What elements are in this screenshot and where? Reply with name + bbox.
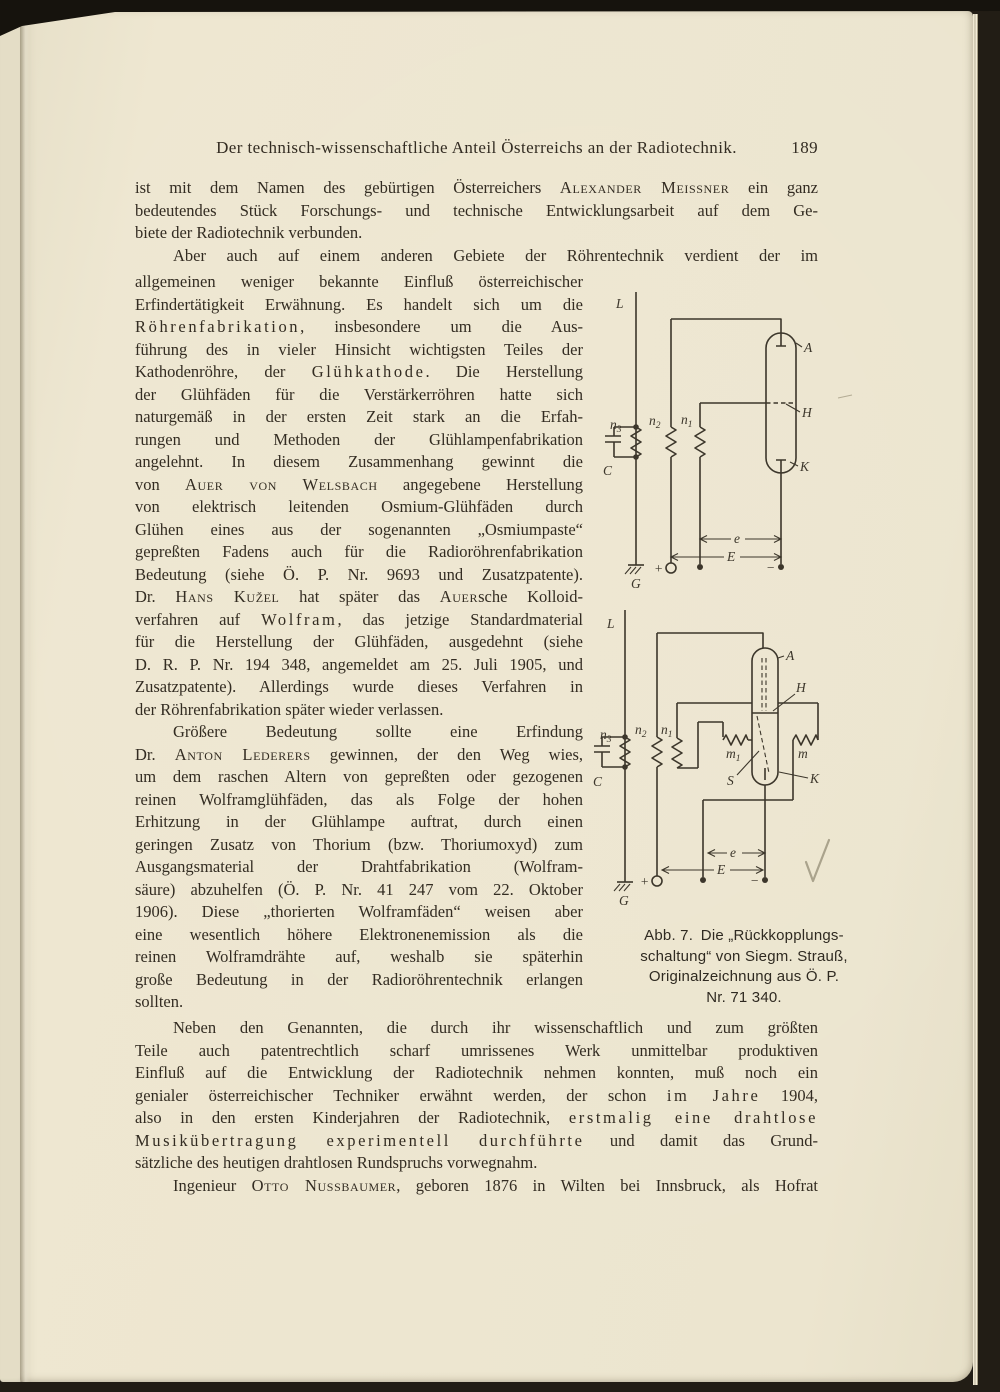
terminal-mid xyxy=(697,564,703,570)
text-segment: rungen und Methoden der Glühlampenfabrikation xyxy=(135,429,583,449)
text-line xyxy=(135,811,583,834)
running-header xyxy=(135,138,818,158)
terminal-minus xyxy=(778,564,784,570)
text-segment: Otto Nussbaumer xyxy=(251,1175,397,1195)
text-segment: verfahren auf xyxy=(135,609,262,629)
text-segment: sche Kolloid- xyxy=(478,587,583,606)
text-segment: also in den ersten Kinderjahren der Radiotechnik, xyxy=(135,1108,569,1127)
label-G: G xyxy=(631,576,641,591)
circuit-diagram-top xyxy=(590,280,860,595)
text-segment: gepreßten Fadens auch für die Radioröhrenfabrikation xyxy=(135,542,583,561)
text-line xyxy=(135,1085,818,1108)
text-segment: säure) abzuhelfen (Ö. P. Nr. 41 247 vom 22. Oktober xyxy=(135,879,583,899)
label-A: A xyxy=(786,648,795,663)
label-L: L xyxy=(616,296,624,311)
text-segment: angegebene Herstellung xyxy=(377,474,583,494)
text-line xyxy=(135,451,583,474)
label-E: E xyxy=(717,862,726,877)
text-segment: im Jahre xyxy=(666,1085,761,1105)
text-line xyxy=(135,991,583,1014)
figure-caption xyxy=(598,926,890,1008)
text-segment: Musikübertragung experimentell durchführte xyxy=(135,1130,585,1150)
text-segment: Röhrenfabrikation xyxy=(135,317,301,336)
text-line xyxy=(135,699,583,722)
text-segment: erstmalig eine drahtlose xyxy=(568,1108,818,1127)
text-segment: bedeutendes Stück Forschungs- und technische Entwicklungsarbeit auf dem Ge- xyxy=(135,200,818,220)
label-S: S xyxy=(727,773,734,788)
text-segment: der Röhrenfabrikation später wieder verlassen. xyxy=(135,699,444,719)
label-plus: + xyxy=(640,874,650,889)
text-segment: ist mit dem Namen des gebürtigen Österreichers xyxy=(135,178,560,197)
label-L: L xyxy=(607,616,615,631)
text-line xyxy=(135,654,583,677)
text-segment: Hans Kužel xyxy=(175,587,280,606)
text-line xyxy=(135,294,583,317)
pencil-stray-mark xyxy=(838,395,852,398)
circuit-diagram-bottom xyxy=(590,600,840,915)
text-segment: 1904, xyxy=(760,1085,818,1105)
text-line xyxy=(135,586,583,609)
label-m1: $m_1$ xyxy=(726,746,741,764)
text-segment: Auer von Welsbach xyxy=(185,474,378,494)
text-segment: Ingenieur xyxy=(173,1175,252,1195)
label-A: A xyxy=(804,340,813,355)
filament-dashed xyxy=(757,716,769,773)
text-line xyxy=(135,245,818,268)
text-segment: Nr. 71 340. xyxy=(706,988,782,1006)
text-segment: Aber auch auf einem anderen Gebiete der Röhrentechnik verdient der im xyxy=(173,245,818,265)
page-header-title: Der technisch-wissenschaftliche Anteil Österreichs an der Radiotechnik. xyxy=(216,138,737,157)
text-segment: und damit das Grund- xyxy=(584,1130,818,1150)
text-segment: Glühen eines aus der sogenannten „Osmiumpaste“ xyxy=(135,519,583,539)
text-line xyxy=(135,1040,818,1063)
label-plus: + xyxy=(654,561,664,576)
paragraph-narrow xyxy=(135,271,583,1014)
text-line xyxy=(135,361,583,384)
label-n1: $n_1$ xyxy=(681,412,693,430)
book-page xyxy=(20,11,973,1382)
coil-n1 xyxy=(661,703,723,768)
text-segment: hat später das xyxy=(279,587,440,606)
label-G: G xyxy=(619,893,629,908)
text-segment: Ausgangsmaterial der Drahtfabrikation (Wolfram- xyxy=(135,857,583,876)
ground-symbol xyxy=(614,882,633,908)
paragraph-bottom xyxy=(135,1017,818,1197)
text-segment: Originalzeichnung aus Ö. P. xyxy=(648,968,840,985)
text-line xyxy=(135,969,583,992)
text-line xyxy=(135,429,583,452)
cathode-electrode xyxy=(776,460,786,473)
text-segment: führung des in vieler Hinsicht wichtigsten Teiles der xyxy=(135,339,583,359)
coil-n2 xyxy=(635,633,662,876)
coil-m xyxy=(793,735,818,745)
text-line xyxy=(135,1130,818,1153)
text-line xyxy=(135,744,583,767)
text-line xyxy=(135,789,583,812)
text-line xyxy=(135,316,583,339)
text-segment: der Glühfäden für die Verstärkerröhren hatte sich xyxy=(135,384,583,404)
text-segment: genialer österreichischer Techniker erwähnt werden, der schon xyxy=(135,1085,667,1105)
ground-symbol xyxy=(625,565,644,591)
text-segment: schaltung“ von Siegm. Strauß, xyxy=(640,947,848,965)
dimension-E xyxy=(671,549,781,564)
text-segment: Bedeutung (siehe Ö. P. Nr. 9693 und Zusatzpatente). xyxy=(135,564,583,584)
text-line xyxy=(135,1152,818,1175)
label-n3: $n_3$ xyxy=(600,727,612,745)
text-segment: Neben den Genannten, die durch ihr wissenschaftlich und zum größten xyxy=(173,1018,818,1037)
label-H: H xyxy=(796,680,806,695)
text-segment: , insbesondere um die Aus- xyxy=(300,317,583,336)
text-segment: D. R. P. Nr. 194 348, angemeldet am 25. Juli 1905, und xyxy=(135,654,583,674)
page-number: 189 xyxy=(791,138,818,157)
text-line xyxy=(135,339,583,362)
dimension-E xyxy=(662,862,763,877)
text-line xyxy=(598,926,890,947)
label-K: K xyxy=(800,459,810,474)
label-n2: $n_2$ xyxy=(635,722,647,740)
label-n1: $n_1$ xyxy=(661,722,673,740)
text-line xyxy=(135,222,818,245)
text-segment: . Die Herstellung xyxy=(425,362,583,381)
label-C: C xyxy=(603,463,613,478)
terminal-mid xyxy=(700,877,706,883)
text-line xyxy=(598,988,890,1009)
text-segment: für die Herstellung der Glühfäden, ausgedehnt (siehe xyxy=(135,632,583,651)
dimension-e xyxy=(708,845,765,860)
text-line xyxy=(135,609,583,632)
label-e: e xyxy=(730,845,736,860)
text-segment: Wolfram xyxy=(261,609,338,629)
paragraph-top xyxy=(135,177,818,267)
text-segment: Abb. 7. Die „Rückkopplungs- xyxy=(644,927,844,944)
triode-tube xyxy=(766,333,796,564)
terminal-plus xyxy=(652,876,662,886)
text-segment: 1906). Diese „thorierten Wolframfäden“ weisen aber xyxy=(135,902,583,921)
text-segment: von elektrisch leitenden Osmium-Glühfäden durch xyxy=(135,497,583,516)
coil-n2 xyxy=(649,319,676,563)
text-segment: Dr. xyxy=(135,587,176,606)
binding-crease xyxy=(20,11,30,1382)
text-segment: biete der Radiotechnik verbunden. xyxy=(135,223,363,242)
text-line xyxy=(135,519,583,542)
text-segment: naturgemäß in der ersten Zeit stark an die Erfah- xyxy=(135,407,583,426)
text-segment: Erhitzung in der Glühlampe auftrat, durch einen xyxy=(135,812,583,831)
terminal-minus xyxy=(762,877,768,883)
text-segment: Größere Bedeutung sollte eine Erfindung xyxy=(173,722,583,741)
text-line xyxy=(135,177,818,200)
text-segment: gewinnen, der den Weg wies, xyxy=(310,744,583,764)
text-segment: , geboren 1876 in Wilten bei Innsbruck, als Hofrat xyxy=(396,1175,818,1195)
text-segment: Einfluß auf die Entwicklung der Radiotechnik nehmen konnten, muß noch ein xyxy=(135,1063,818,1082)
text-line xyxy=(135,879,583,902)
text-line xyxy=(135,1107,818,1130)
text-line xyxy=(135,631,583,654)
label-minus: − xyxy=(766,560,776,575)
triode-tube xyxy=(752,648,778,877)
text-line xyxy=(135,271,583,294)
text-segment: , das jetzige Standardmaterial xyxy=(337,609,583,629)
wire-anode-top xyxy=(657,633,763,648)
text-line xyxy=(135,834,583,857)
text-segment: Auer xyxy=(439,587,479,606)
text-line xyxy=(135,1175,818,1198)
text-segment: allgemeinen weniger bekannte Einfluß österreichischer xyxy=(135,272,583,291)
dimension-e xyxy=(700,531,781,546)
label-minus: − xyxy=(750,873,760,888)
text-line xyxy=(598,947,890,968)
text-line xyxy=(135,924,583,947)
text-segment: sollten. xyxy=(135,992,184,1011)
text-segment: von xyxy=(135,474,186,494)
text-line xyxy=(135,564,583,587)
wire-anode-top xyxy=(671,319,781,333)
text-line xyxy=(135,856,583,879)
terminals xyxy=(654,560,784,576)
label-n2: $n_2$ xyxy=(649,413,661,431)
text-line xyxy=(135,200,818,223)
text-line xyxy=(135,406,583,429)
text-segment: ein ganz xyxy=(729,178,818,197)
text-segment: Anton Lederers xyxy=(174,744,311,764)
terminal-plus xyxy=(666,563,676,573)
text-segment: geringen Zusatz von Thorium (bzw. Thoriumoxyd) zum xyxy=(135,834,583,854)
text-line xyxy=(135,474,583,497)
label-H: H xyxy=(802,405,812,420)
text-segment: große Bedeutung in der Radioröhrentechnik erlangen xyxy=(135,969,583,989)
text-segment: Kathodenröhre, der xyxy=(135,362,312,381)
text-line xyxy=(135,496,583,519)
text-segment: angelehnt. In diesem Zusammenhang gewinnt die xyxy=(135,452,583,471)
text-line xyxy=(135,676,583,699)
anode-dashed-electrode xyxy=(762,658,766,711)
label-m: m xyxy=(798,746,808,761)
anode-electrode xyxy=(776,333,786,346)
text-line xyxy=(135,1062,818,1085)
text-segment: eine wesentlich höhere Elektronenemission als die xyxy=(135,924,583,944)
label-n3: $n_3$ xyxy=(610,417,622,435)
electrode-labels xyxy=(727,648,820,788)
text-line xyxy=(135,721,583,744)
text-line xyxy=(135,901,583,924)
text-segment: sätzliche des heutigen drahtlosen Rundspruchs vorwegnahm. xyxy=(135,1153,538,1172)
label-e: e xyxy=(734,531,740,546)
text-segment: Erfindertätigkeit Erwähnung. Es handelt sich um die xyxy=(135,294,583,314)
text-segment: Teile auch patentrechtlich scharf umrissenes Werk unmittelbar produktiven xyxy=(135,1040,818,1060)
text-segment: Alexander Meissner xyxy=(559,178,730,197)
text-line xyxy=(135,766,583,789)
page-stack-edges xyxy=(973,14,979,1385)
label-C: C xyxy=(593,774,603,789)
label-K: K xyxy=(810,771,820,786)
coil-m1 xyxy=(723,735,752,764)
text-segment: reinen Wolframdrähte auf, weshalb sie späterhin xyxy=(135,947,583,966)
text-line xyxy=(135,541,583,564)
pencil-checkmark xyxy=(806,840,829,881)
text-line xyxy=(598,967,890,988)
text-segment: reinen Wolframglühfäden, das als Folge der hohen xyxy=(135,789,583,809)
text-segment: Glühkathode xyxy=(311,362,426,381)
terminals xyxy=(640,873,768,889)
label-E: E xyxy=(727,549,736,564)
text-segment: um dem raschen Altern von gepreßten oder gezogenen xyxy=(135,767,583,786)
text-line xyxy=(135,384,583,407)
text-line xyxy=(135,946,583,969)
text-segment: Dr. xyxy=(135,744,175,764)
text-line xyxy=(135,1017,818,1040)
text-segment: Zusatzpatente). Allerdings wurde dieses Verfahren in xyxy=(135,677,583,696)
